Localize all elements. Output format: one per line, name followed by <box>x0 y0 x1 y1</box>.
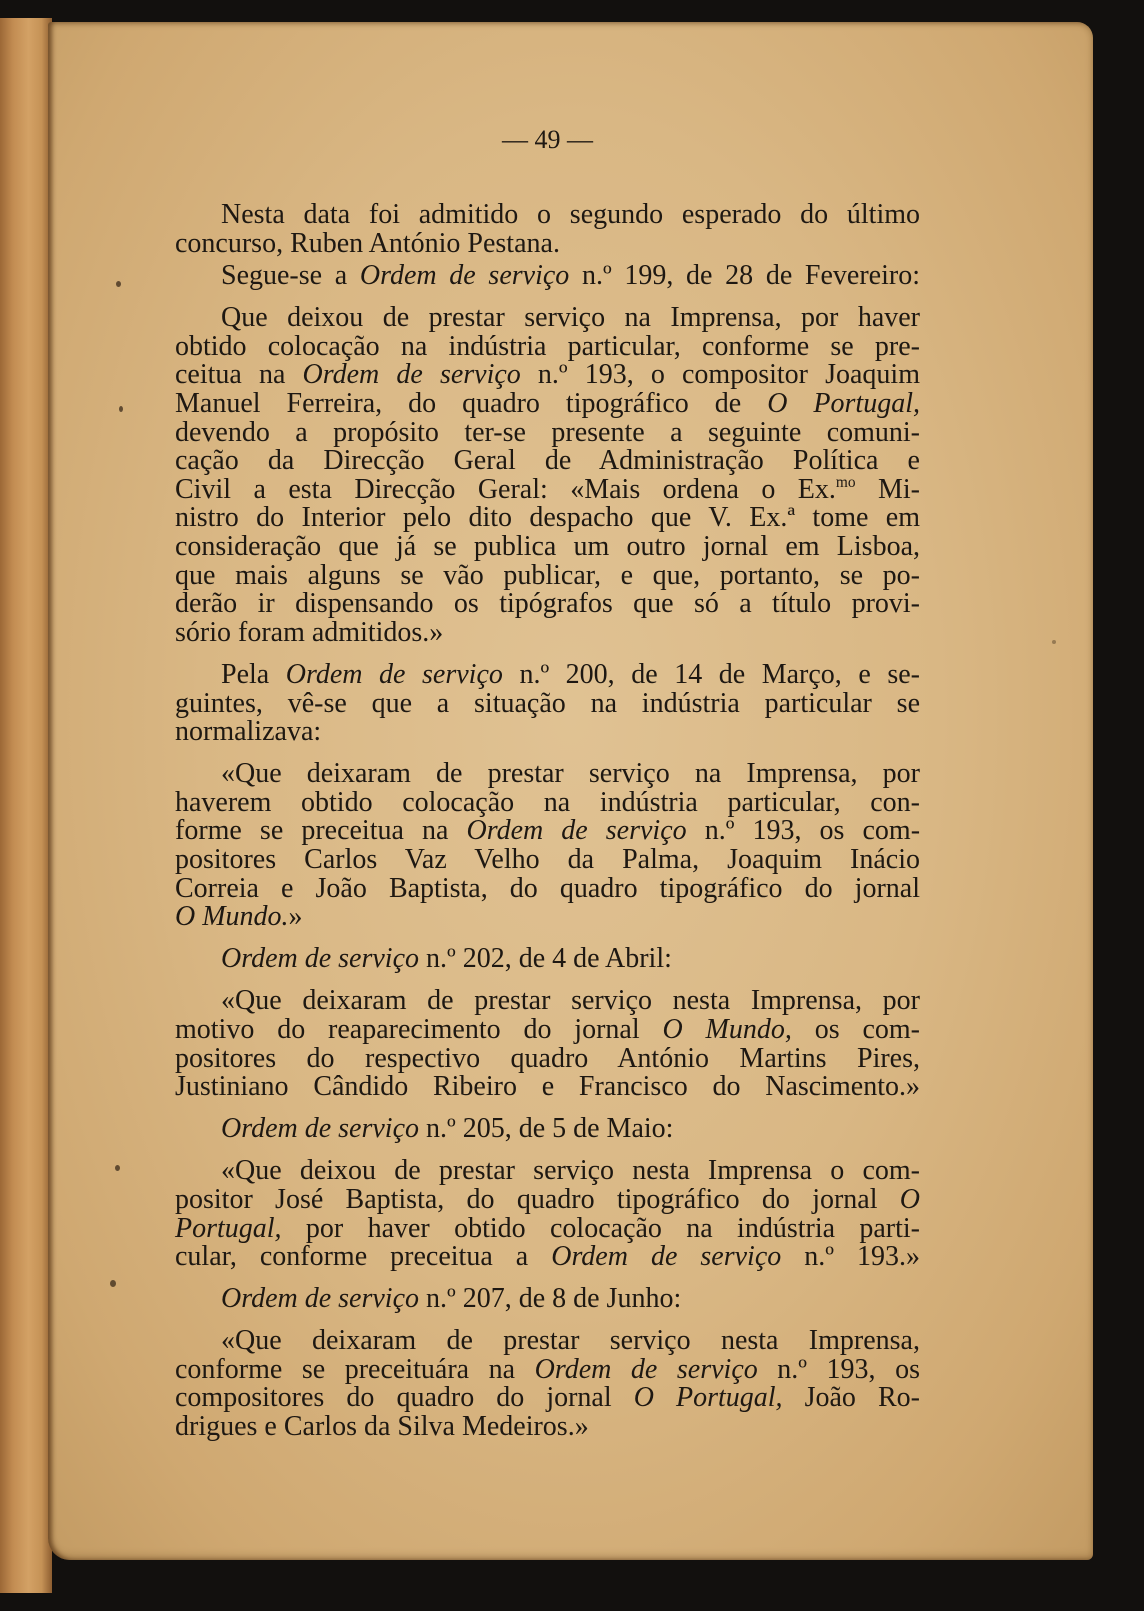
text-line <box>175 903 920 932</box>
text-run: n.º 200, de 14 de Março, e se- <box>502 658 920 690</box>
text-run: drigues e Carlos da Silva Medeiros.» <box>175 1411 589 1443</box>
text-run: n.º 199, de 28 de Fevereiro: <box>569 260 920 292</box>
text-line <box>175 1285 920 1314</box>
text-run: positores do respectivo quadro António Martins Pires, <box>175 1042 920 1074</box>
text-line <box>175 843 920 875</box>
text-run: derão ir dispensando os tipógrafos que só a título provi- <box>175 588 920 620</box>
text-line <box>175 658 920 690</box>
text-run: n.º 205, de 5 de Maio: <box>419 1113 674 1145</box>
text-run: Nesta data foi admitido o segundo esperado do último <box>221 199 920 230</box>
text-line <box>175 1353 921 1385</box>
text-line <box>175 1183 920 1215</box>
text-line <box>175 945 920 974</box>
italic-text: Ordem de serviço <box>359 260 570 292</box>
italic-text: Ordem de serviço <box>221 1283 420 1315</box>
text-run: conforme se preceituára na <box>175 1353 535 1385</box>
paragraph <box>175 1327 920 1441</box>
italic-text: Ordem de serviço <box>302 359 521 391</box>
text-run: «Que deixaram de prestar serviço nesta Imprensa, <box>221 1325 920 1357</box>
text-run: positores Carlos Vaz Velho da Palma, Joaquim Inácio <box>175 843 920 875</box>
text-run: n.º 207, de 8 de Junho: <box>419 1283 682 1315</box>
text-run: n.º 193.» <box>781 1241 920 1273</box>
italic-text: Ordem de serviço <box>285 658 503 690</box>
margin-speck <box>116 281 121 287</box>
text-line <box>175 1013 921 1045</box>
italic-text: Ordem de serviço <box>221 1113 420 1145</box>
text-run: haverem obtido colocação na indústria particular, con- <box>175 786 920 818</box>
text-line <box>175 1243 920 1272</box>
paragraph <box>175 1285 920 1314</box>
text-run: Segue-se a <box>221 260 360 292</box>
paragraph <box>175 201 920 258</box>
text-run: ceitua na <box>175 359 303 391</box>
text-run: cular, conforme preceitua a <box>175 1241 552 1273</box>
text-line <box>175 687 920 719</box>
italic-text: Ordem de serviço <box>466 815 687 847</box>
text-run: Mi- <box>855 473 920 505</box>
text-line <box>175 1212 920 1244</box>
text-line <box>175 361 920 390</box>
paragraph <box>175 262 920 291</box>
text-run: «Que deixou de prestar serviço nesta Imprensa o com- <box>221 1155 920 1187</box>
text-run: devendo a propósito ter-se presente a seguinte comuni- <box>175 416 920 448</box>
italic-text: Ordem de serviço <box>551 1241 782 1273</box>
text-run: sório foram admitidos.» <box>175 616 444 648</box>
text-line <box>175 227 920 259</box>
text-line <box>175 1042 920 1074</box>
paragraph <box>175 304 920 647</box>
body-text <box>175 201 920 1442</box>
text-run: motivo do reaparecimento do jornal <box>175 1013 663 1045</box>
text-run: cação da Direcção Geral de Administração Política e <box>175 445 920 477</box>
text-run: forme se preceitua na <box>175 815 467 847</box>
text-line <box>175 817 920 846</box>
text-run: Que deixou de prestar serviço na Imprensa, por haver <box>221 302 920 334</box>
text-line <box>175 390 920 419</box>
text-run: «Que deixaram de prestar serviço na Imprensa, por <box>221 758 920 790</box>
paragraph <box>175 1157 920 1271</box>
margin-speck <box>119 406 123 412</box>
text-run: concurso, Ruben António Pestana. <box>175 227 560 259</box>
text-line <box>175 987 920 1016</box>
italic-text: O Mundo, <box>662 1013 792 1045</box>
text-run: por haver obtido colocação na indústria parti- <box>281 1212 920 1244</box>
text-run: Justiniano Cândido Ribeiro e Francisco do Nascimento.» <box>175 1071 920 1103</box>
paragraph <box>175 658 920 748</box>
text-line <box>175 504 920 533</box>
italic-text: O Portugal, <box>633 1382 783 1414</box>
paragraph <box>175 987 920 1101</box>
italic-text: O <box>899 1183 920 1215</box>
text-line <box>175 1327 920 1356</box>
text-run: «Que deixaram de prestar serviço nesta Imprensa, por <box>221 985 920 1017</box>
text-line <box>175 473 920 505</box>
text-line <box>175 533 920 562</box>
text-line <box>175 590 920 619</box>
text-run: que mais alguns se vão publicar, e que, portanto, se po- <box>175 559 920 591</box>
margin-speck <box>110 1280 116 1287</box>
text-line <box>175 1115 920 1144</box>
text-run: os com- <box>791 1013 921 1045</box>
text-run: normalizava: <box>175 716 322 748</box>
page-number: — 49 — <box>502 125 593 154</box>
text-run: guintes, vê-se que a situação na indústria particular se <box>175 687 920 719</box>
text-line <box>175 262 920 291</box>
margin-speck <box>115 1165 120 1171</box>
text-line <box>175 304 920 333</box>
italic-text: Ordem de serviço <box>534 1353 758 1385</box>
text-line <box>175 1157 920 1186</box>
text-line <box>175 1384 920 1413</box>
text-run: compositores do quadro do jornal <box>175 1382 634 1414</box>
paragraph <box>175 1115 920 1144</box>
margin-speck <box>1052 640 1056 644</box>
italic-text: O Portugal, <box>767 388 920 420</box>
italic-text: Portugal, <box>175 1212 282 1244</box>
text-line <box>175 559 920 591</box>
italic-text: O Mundo. <box>175 901 289 933</box>
text-run: Manuel Ferreira, do quadro tipográfico de <box>175 388 768 420</box>
paragraph <box>175 760 920 932</box>
superscript-text: mo <box>835 474 856 492</box>
text-run: João Ro- <box>782 1382 920 1414</box>
text-line <box>175 616 920 648</box>
text-run: n.º 202, de 4 de Abril: <box>419 943 672 975</box>
text-run: Correia e João Baptista, do quadro tipográfico do jornal <box>175 872 920 904</box>
paragraph <box>175 945 920 974</box>
text-line <box>175 416 920 448</box>
text-run: nistro do Interior pelo dito despacho que V. Ex.ª tome em <box>175 502 920 534</box>
text-run: positor José Baptista, do quadro tipográfico do jornal <box>175 1183 900 1215</box>
text-run: n.º 193, os <box>757 1353 921 1385</box>
text-run: consideração que já se publica um outro jornal em Lisboa, <box>175 531 920 563</box>
text-line <box>175 201 920 230</box>
text-run: n.º 193, os com- <box>686 815 921 847</box>
text-run: Pela <box>221 658 286 690</box>
text-run: Civil a esta Direcção Geral: «Mais ordena o Ex. <box>175 473 836 505</box>
text-line <box>175 786 920 818</box>
italic-text: Ordem de serviço <box>221 943 420 975</box>
text-line <box>175 447 920 476</box>
text-line <box>175 718 920 747</box>
text-line <box>175 760 920 789</box>
text-run: obtido colocação na indústria particular, conforme se pre- <box>175 330 920 362</box>
book-spine-edge <box>0 18 52 1593</box>
text-run: n.º 193, o compositor Joaquim <box>520 359 920 391</box>
text-run: » <box>288 901 303 933</box>
text-line <box>175 872 920 904</box>
text-line <box>175 1413 920 1442</box>
text-line <box>175 1073 920 1102</box>
text-line <box>175 330 920 362</box>
